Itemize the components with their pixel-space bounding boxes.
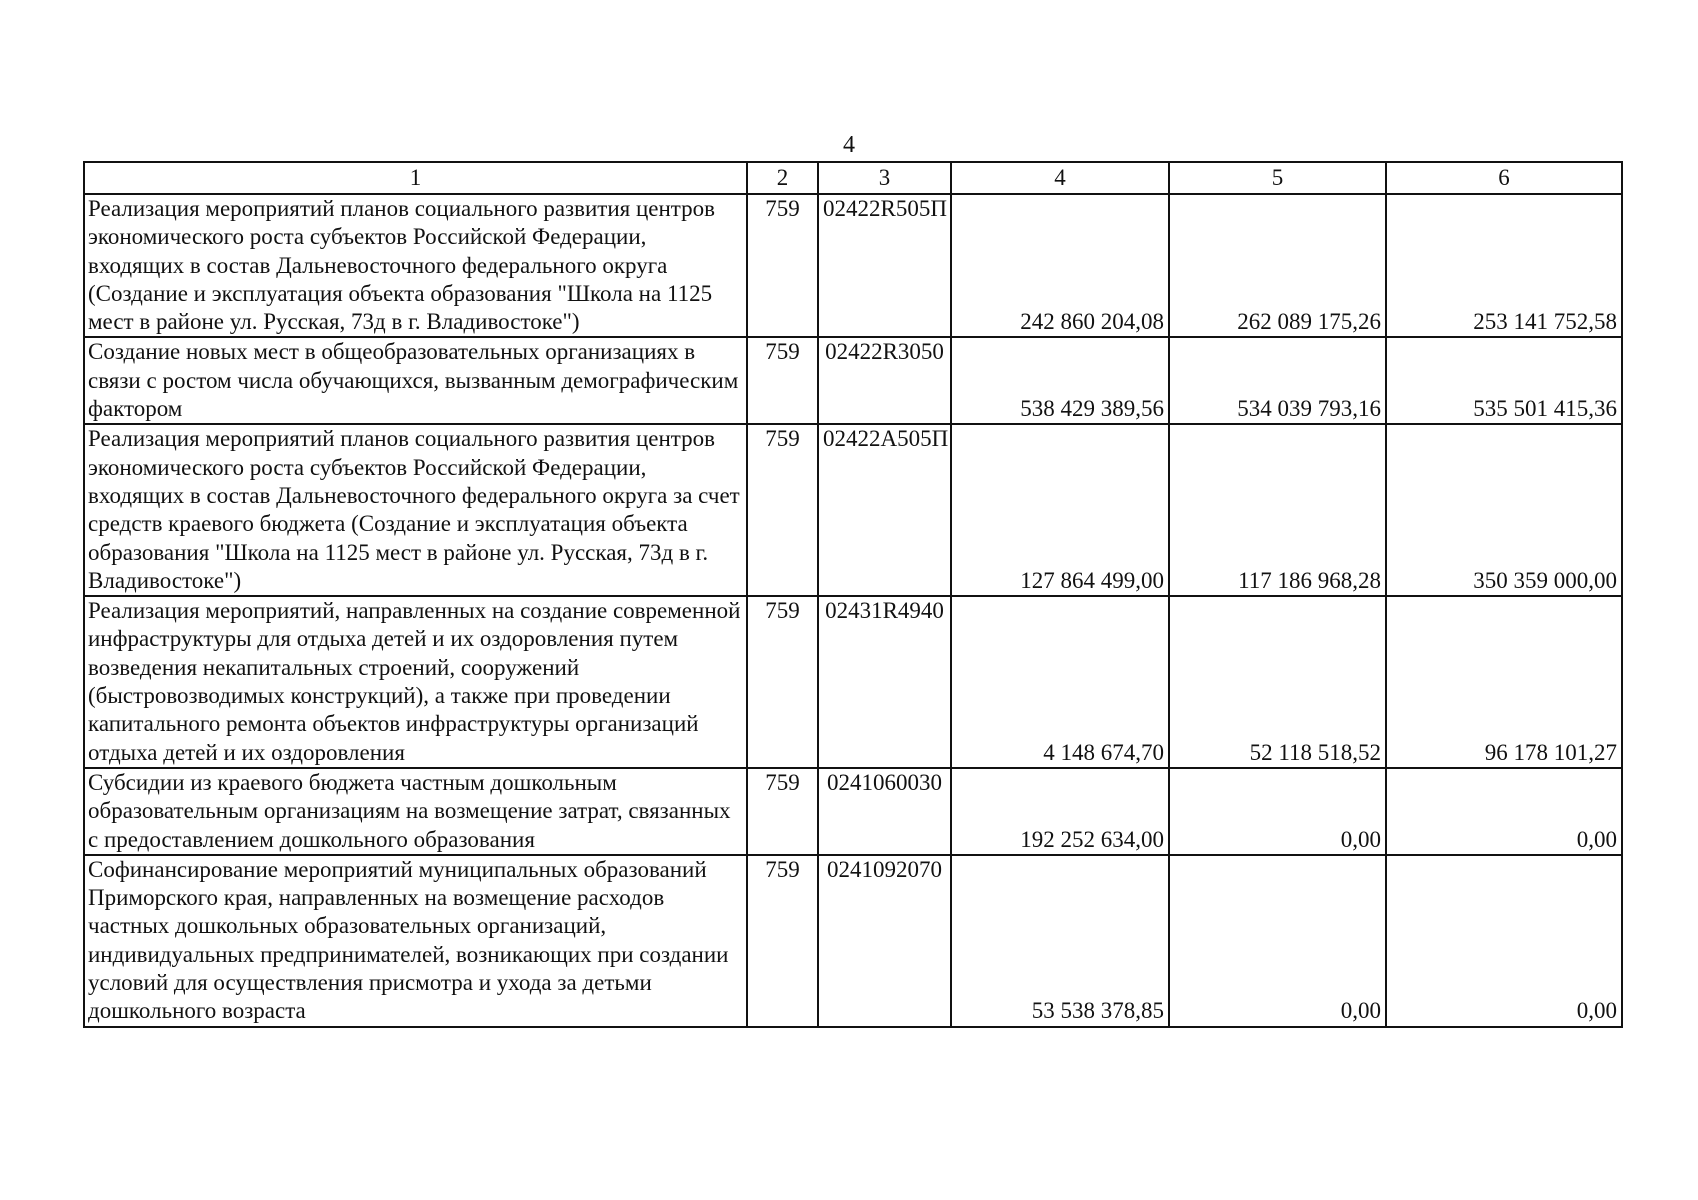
table-row [84,337,1622,424]
table-row [84,855,1622,1027]
row-amount-col6: 0,00 [1386,768,1622,855]
row-amount-col5: 0,00 [1169,855,1386,1027]
row-amount-col6: 253 141 752,58 [1386,194,1622,337]
row-amount-col4: 242 860 204,08 [951,194,1169,337]
row-ministry-code: 759 [747,194,818,337]
row-amount-col5: 262 089 175,26 [1169,194,1386,337]
row-description: Создание новых мест в общеобразовательных организациях в связи с ростом числа обучающихся, вызванным демографическим фактором [84,337,747,424]
row-amount-col6: 0,00 [1386,855,1622,1027]
row-amount-col5: 52 118 518,52 [1169,596,1386,768]
table-row [84,194,1622,337]
row-target-code: 0241060030 [818,768,951,855]
column-header-1: 1 [84,162,747,194]
column-header-4: 4 [951,162,1169,194]
row-amount-col6: 350 359 000,00 [1386,424,1622,596]
row-ministry-code: 759 [747,768,818,855]
row-description: Реализация мероприятий планов социального развития центров экономического роста субъектов Российской Федерации, входящих в состав Дальневосточного федерального округа (Создание и эксплуатация объекта образования "Школа на 1125 мест в районе ул. Русская, 73д в г. Владивостоке") [84,194,747,337]
table-row [84,424,1622,596]
row-amount-col6: 96 178 101,27 [1386,596,1622,768]
page-number: 4 [843,132,855,158]
row-amount-col4: 538 429 389,56 [951,337,1169,424]
row-amount-col4: 127 864 499,00 [951,424,1169,596]
row-amount-col4: 4 148 674,70 [951,596,1169,768]
row-ministry-code: 759 [747,855,818,1027]
row-description: Софинансирование мероприятий муниципальных образований Приморского края, направленных на возмещение расходов частных дошкольных образовательных организаций, индивидуальных предпринимателей, возникающих при создании условий для осуществления присмотра и ухода за детьми дошкольного возраста [84,855,747,1027]
row-target-code: 02422А505П [818,424,951,596]
row-amount-col5: 117 186 968,28 [1169,424,1386,596]
column-header-5: 5 [1169,162,1386,194]
row-ministry-code: 759 [747,337,818,424]
row-amount-col4: 192 252 634,00 [951,768,1169,855]
column-header-6: 6 [1386,162,1622,194]
row-ministry-code: 759 [747,424,818,596]
table-row [84,596,1622,768]
row-ministry-code: 759 [747,596,818,768]
column-header-3: 3 [818,162,951,194]
table-row [84,768,1622,855]
table-header-row [84,162,1622,194]
row-amount-col4: 53 538 378,85 [951,855,1169,1027]
row-amount-col5: 0,00 [1169,768,1386,855]
budget-table [83,161,1623,1028]
row-amount-col6: 535 501 415,36 [1386,337,1622,424]
column-header-2: 2 [747,162,818,194]
row-target-code: 02422R3050 [818,337,951,424]
row-description: Реализация мероприятий планов социального развития центров экономического роста субъектов Российской Федерации, входящих в состав Дальневосточного федерального округа за счет средств краевого бюджета (Создание и эксплуатация объекта образования "Школа на 1125 мест в районе ул. Русская, 73д в г. Владивостоке") [84,424,747,596]
row-amount-col5: 534 039 793,16 [1169,337,1386,424]
row-target-code: 02431R4940 [818,596,951,768]
row-target-code: 02422R505П [818,194,951,337]
row-description: Субсидии из краевого бюджета частным дошкольным образовательным организациям на возмещение затрат, связанных с предоставлением дошкольного образования [84,768,747,855]
row-target-code: 0241092070 [818,855,951,1027]
row-description: Реализация мероприятий, направленных на создание современной инфраструктуры для отдыха детей и их оздоровления путем возведения некапитальных строений, сооружений (быстровозводимых конструкций), а также при проведении капитального ремонта объектов инфраструктуры организаций отдыха детей и их оздоровления [84,596,747,768]
